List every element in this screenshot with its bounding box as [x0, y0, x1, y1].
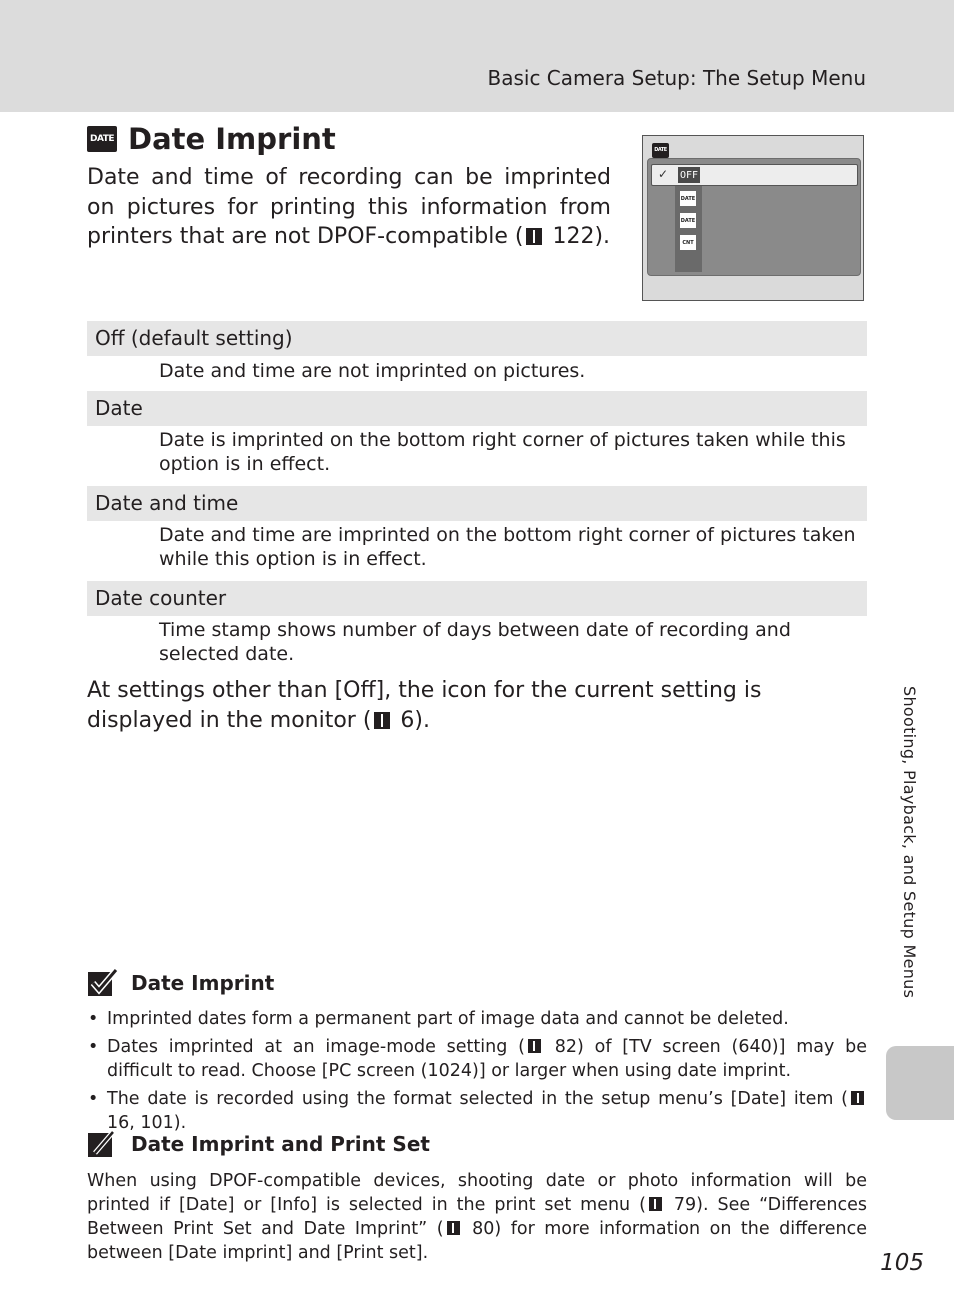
header-band — [0, 0, 954, 112]
list-item: • The date is recorded using the format selected in the setup menu’s [Date] item ( 16, 101). — [87, 1087, 867, 1135]
chapter-thumb-tab — [886, 1046, 954, 1120]
menu-item-date-icon[interactable]: DATE — [680, 191, 696, 206]
pencil-note-icon — [87, 1129, 119, 1159]
list-item: • Dates imprinted at an image-mode setting ( 82) of [TV screen (640)] may be difficult to read. Choose [PC screen (1024)] or larger when using date imprint. — [87, 1035, 867, 1083]
page-number: 105 — [880, 1250, 924, 1276]
menu-item-date-time-icon[interactable]: DATE — [680, 213, 696, 228]
running-header: Basic Camera Setup: The Setup Menu — [487, 66, 866, 90]
option-description: Date is imprinted on the bottom right corner of pictures taken while this option is in effect. — [159, 429, 846, 475]
camera-menu-screenshot — [642, 135, 864, 301]
print-set-paragraph: When using DPOF-compatible devices, shooting date or photo information will be printed if [Date] or [Info] is selected in the print set menu ( 79). See “Differences Between Print Set and Date Imprint” ( 80) for more information on the difference between [Date imprint] and [Print set]. — [87, 1171, 867, 1263]
option-description: Date and time are not imprinted on pictures. — [159, 360, 586, 382]
options-table — [87, 321, 867, 676]
monitor-icon-paragraph: At settings other than [Off], the icon for the current setting is displayed in the monitor ( 6). — [87, 678, 762, 733]
option-description: Time stamp shows number of days between date of recording and selected date. — [159, 619, 791, 665]
page-reference-icon — [526, 228, 542, 245]
option-label: Date and time — [87, 486, 867, 521]
page-reference-icon — [447, 1221, 460, 1235]
menu-item-date-counter-icon[interactable]: CNT — [680, 235, 696, 250]
caution-note-header — [87, 968, 274, 998]
menu-item-off[interactable]: OFF — [678, 167, 700, 183]
note-title: Date Imprint — [131, 971, 275, 995]
page-title: Date Imprint — [128, 122, 336, 156]
list-item: • Imprinted dates form a permanent part of image data and cannot be deleted. — [87, 1007, 867, 1031]
checkmark-icon: ✓ — [658, 167, 669, 181]
page-reference-icon — [374, 712, 390, 729]
menu-panel — [647, 158, 861, 276]
note-title: Date Imprint and Print Set — [131, 1132, 430, 1156]
chapter-side-label: Shooting, Playback, and Setup Menus — [900, 686, 919, 999]
date-imprint-icon: DATE — [652, 143, 669, 158]
info-note-header — [87, 1129, 430, 1159]
intro-paragraph: Date and time of recording can be imprinted on pictures for printing this information from printers that are not DPOF-compatible ( 122). — [87, 165, 611, 249]
section-title-row — [87, 122, 336, 156]
date-imprint-icon: DATE — [87, 126, 117, 152]
page-reference-icon — [851, 1091, 864, 1105]
page-reference-icon — [649, 1197, 662, 1211]
option-description: Date and time are imprinted on the bottom right corner of pictures taken while this option is in effect. — [159, 524, 856, 570]
page-reference-icon — [528, 1039, 541, 1053]
caution-bullet-list — [87, 1007, 867, 1139]
option-label: Date — [87, 391, 867, 426]
caution-check-icon — [87, 968, 119, 998]
option-label: Date counter — [87, 581, 867, 616]
option-label: Off (default setting) — [87, 321, 867, 356]
